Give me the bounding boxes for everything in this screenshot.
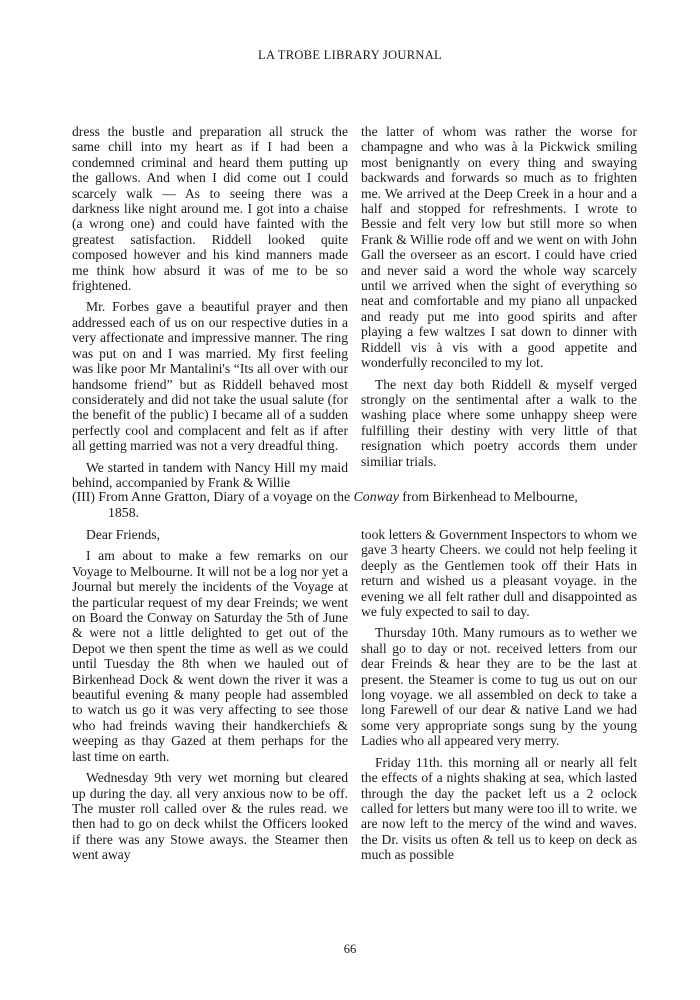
paragraph: The next day both Riddell & myself verged strongly on the sentimental after a walk to the washing place where some unhappy sheep were fulfilling their destiny with very little of that resignation which poetry accords them under similiar trials. (361, 376, 637, 469)
top-right-column (361, 124, 637, 475)
running-head: LA TROBE LIBRARY JOURNAL (258, 48, 442, 62)
paragraph: the latter of whom was rather the worse for champagne and who was à la Pickwick smiling most benignantly on every thing and swaying backwards and forwards so much as to frighten me. We arrived at the Deep Creek in a hour and a half and stopped for refreshments. I wrote to Bessie and felt very low but still more so when Frank & Willie rode off and we went on with John Gall the overseer as an escort. I could have cried and never said a word the whole way scarcely until we arrived when the sight of everything so neat and comfortable and my piano all unpacked and ready put me into good spirits and after playing a few waltzes I sat down to dinner with Riddell vis à vis with a good appetite and wonderfully reconciled to my lot. (361, 124, 637, 371)
paragraph: took letters & Government Inspectors to whom we gave 3 hearty Cheers. we could not help feeling it deeply as the Gentlemen took off their Hats in return and wished us a pleasant voyage. in the evening we all felt rather dull and disappointed as we fuly expected to sail to day. (361, 527, 637, 620)
bottom-right-column (361, 527, 637, 869)
page-number: 66 (343, 942, 357, 956)
ship-name: Conway (353, 489, 399, 504)
bottom-left-column (72, 527, 348, 869)
top-left-column (72, 124, 348, 496)
section-heading (72, 489, 642, 520)
paragraph: dress the bustle and preparation all struck the same chill into my heart as if I had been a condemned criminal and heard them putting up the gallows. And when I did come out I could scarcely walk — As to seeing there was a darkness like night around me. I got into a chaise (a wrong one) and could have fainted with the greatest satisfaction. Riddell looked quite composed however and his kind manners made me think how absurd it was of me to be so frightened. (72, 124, 348, 294)
paragraph: Friday 11th. this morning all or nearly all felt the effects of a nights shaking at sea, which lasted through the day the packet left us a 2 oclock called for letters but many were too ill to write. we are now left to the mercy of the wind and waves. the Dr. visits us often & tell us to keep on deck as much as possible (361, 754, 637, 863)
heading-year: 1858. (108, 504, 140, 520)
paragraph: Wednesday 9th very wet morning but cleared up during the day. all very anxious now to be off. The muster roll called over & the rules read. we then had to go on deck whilst the Officers looked if there was any Stowe aways. the Steamer then went away (72, 770, 348, 863)
paragraph: Mr. Forbes gave a beautiful prayer and then addressed each of us on our respective duties in a very affectionate and impressive manner. The ring was put on and I was married. My first feeling was like poor Mr Mantalini's “Its all over with our handsome friend” but as Riddell behaved most considerately and did not take the usual salute (for the benefit of the public) I became all of a sudden perfectly cool and complacent and felt as if after all getting married was not a very dreadful thing. (72, 299, 348, 454)
heading-text: (III) From Anne Gratton, Diary of a voyage on the (72, 489, 354, 504)
paragraph: We started in tandem with Nancy Hill my maid behind, accompanied by Frank & Willie (72, 459, 348, 490)
heading-text: from Birkenhead to Melbourne, (398, 489, 578, 504)
salutation: Dear Friends, (86, 527, 160, 542)
paragraph: I am about to make a few remarks on our Voyage to Melbourne. It will not be a log nor yet a Journal but merely the incidents of the Voyage at the particular request of my dear Freinds; we went on Board the Conway on Saturday the 5th of June & were not a little delighted to get out of the Depot we then spent the time as well as we could until Tuesday the 8th when we hauled out of Birkenhead Dock & went down the river it was a beautiful evening & many people had assembled to watch us go it was very affecting to see those who had freinds waving their handkerchiefs & weeping as thay Gazed at them perhaps for the last time on earth. (72, 548, 348, 764)
paragraph: Thursday 10th. Many rumours as to wether we shall go to day or not. received letters from our dear Freinds & hear they are to be the last at present. the Steamer is come to tug us out on our long voyage. we all assembled on deck to take a long Farewell of our dear & native Land we had some very appropriate songs sung by the young Ladies who all appeared very merry. (361, 625, 637, 749)
